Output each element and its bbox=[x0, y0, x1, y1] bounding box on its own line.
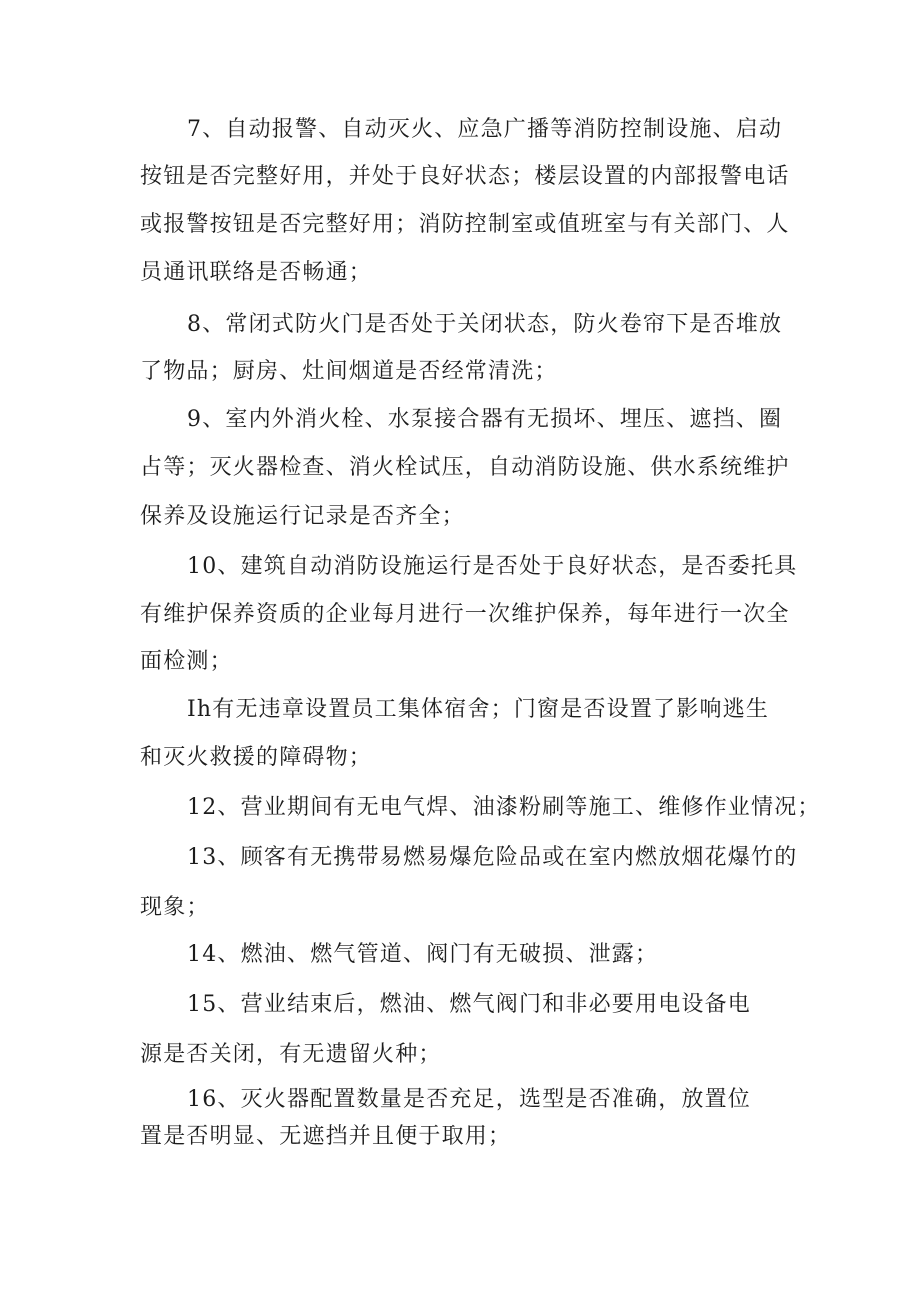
item-9-line-3: 保养及设施运行记录是否齐全； bbox=[140, 504, 465, 529]
item-7-line-1: 7、自动报警、自动灭火、应急广播等消防控制设施、启动 bbox=[187, 117, 783, 142]
item-11-line-1: Ih有无违章设置员工集体宿舍；门窗是否设置了影响逃生 bbox=[187, 697, 770, 722]
item-7-line-4: 员通讯联络是否畅通； bbox=[140, 260, 373, 285]
item-10-line-1: 10、建筑自动消防设施运行是否处于良好状态，是否委托具 bbox=[187, 554, 798, 579]
item-16-line-2: 置是否明显、无遮挡并且便于取用； bbox=[140, 1124, 512, 1149]
item-13-line-2: 现象； bbox=[140, 895, 210, 920]
item-12-line-1: 12、营业期间有无电气焊、油漆粉刷等施工、维修作业情况； bbox=[187, 795, 821, 820]
item-8-line-1: 8、常闭式防火门是否处于关闭状态，防火卷帘下是否堆放 bbox=[187, 312, 783, 337]
item-14-line-1: 14、燃油、燃气管道、阀门有无破损、泄露； bbox=[187, 942, 659, 967]
item-9-line-2: 占等；灭火器检查、消火栓试压，自动消防设施、供水系统维护 bbox=[140, 455, 790, 480]
item-16-line-1: 16、灭火器配置数量是否充足，选型是否准确，放置位 bbox=[187, 1087, 751, 1112]
item-10-line-3: 面检测； bbox=[140, 649, 233, 674]
item-7-line-2: 按钮是否完整好用，并处于良好状态；楼层设置的内部报警电话 bbox=[140, 164, 790, 189]
item-15-line-2: 源是否关闭，有无遗留火种； bbox=[140, 1042, 442, 1067]
item-11-line-2: 和灭火救援的障碍物； bbox=[140, 745, 373, 770]
item-15-line-1: 15、营业结束后，燃油、燃气阀门和非必要用电设备电 bbox=[187, 992, 751, 1017]
item-13-line-1: 13、顾客有无携带易燃易爆危险品或在室内燃放烟花爆竹的 bbox=[187, 845, 798, 870]
item-9-line-1: 9、室内外消火栓、水泵接合器有无损坏、埋压、遮挡、圈 bbox=[187, 407, 783, 432]
item-7-line-3: 或报警按钮是否完整好用；消防控制室或值班室与有关部门、人 bbox=[140, 212, 790, 237]
item-8-line-2: 了物品；厨房、灶间烟道是否经常清洗； bbox=[140, 359, 558, 384]
item-10-line-2: 有维护保养资质的企业每月进行一次维护保养，每年进行一次全 bbox=[140, 602, 790, 627]
